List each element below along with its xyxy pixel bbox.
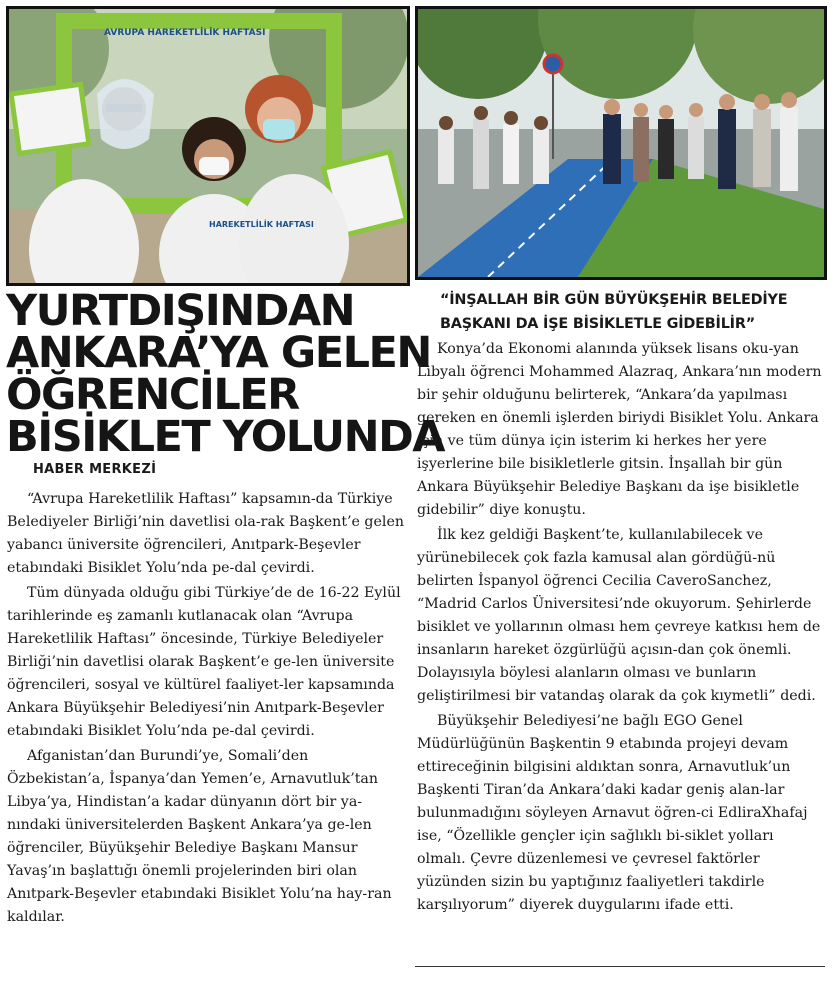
paragraph: Tüm dünyada olduğu gibi Türkiye’de de 16-22 Eylül tarihlerinde eş zamanlı kutlanacak olan “Avrupa Hareketlilik Haftası” öncesinde, Türkiye Belediyeler Birliği’nin davetlisi olarak Başkent’e ge-len üniversite öğrencileri, sosyal ve kültürel faaliyet-ler kapsamında Ankara Büyükşehir Belediyesi’nin Anıtpark-Beşevler etabındaki Bisiklet Yolu’nda pe-dal çevirdi. [7, 585, 401, 739]
photo-students-illustration [9, 9, 407, 283]
main-headline [6, 286, 445, 462]
paragraph: İlk kez geldiği Başkent’te, kullanılabilecek ve yürünebilecek çok fazla kamusal alan gördüğü-nü belirten İspanyol öğrenci Cecilia CaveroSanchez, “Madrid Carlos Üniversitesi’nde okuyorum. Şehirlerde bisiklet ve yollarının olması hem çevreye katkısı hem de insanların hareket özgürlüğü açısın-dan çok önemli. Dolayısıyla böylesi alanların olması ve bunların geliştirilmesi bir vatandaş olarak da çok kıymetli” dedi. [417, 527, 821, 704]
paragraph: Büyükşehir Belediyesi’ne bağlı EGO Genel Müdürlüğünün Başkentin 9 etabında projeyi devam ettireceğinin bilgisini aldıktan sonra, Arnavutluk’un Başkenti Tiran’da Ankara’daki kadar geniş alan-lar bulunmadığını söyleyen Arnavut öğren-ci EdliraXhafaj ise, “Özellikle gençler için sağlıklı bi-siklet yolları olmalı. Çevre düzenlemesi ve çevresel faktörler yüzünden sizin bu yaptığınız faaliyetleri takdirle karşılıyorum” diyerek duygularını ifade etti. [417, 713, 808, 913]
subhead-line: BAŞKANI DA İŞE BİSİKLETLE GİDEBİLİR” [440, 316, 755, 332]
frame-title: AVRUPA HAREKETLİLİK HAFTASI [104, 28, 266, 38]
paragraph: “Avrupa Hareketlilik Haftası” kapsamın-da Türkiye Belediyeler Birliği’nin davetlisi ola-rak Başkent’e gelen yabancı üniversite öğrencileri, Anıtpark-Beşevler etabındaki Bisiklet Yolu’nda pe-dal çevirdi. [7, 491, 404, 576]
column-end-rule [415, 966, 825, 967]
article-left-body [7, 488, 409, 929]
subhead-line: “İNŞALLAH BİR GÜN BÜYÜKŞEHİR BELEDİYE [440, 292, 788, 308]
shirt-text: HAREKETLİLİK HAFTASI [209, 220, 314, 229]
headline-line: BİSİKLET YOLUNDA [6, 412, 445, 462]
photo-bike-lane-group [415, 6, 827, 280]
photo-students-with-frame [6, 6, 410, 286]
paragraph: Afganistan’dan Burundi’ye, Somali’den Özbekistan’a, İspanya’dan Yemen’e, Arnavutluk’tan Libya’ya, Hindistan’a kadar dünyanın dört bir ya-nındaki üniversitelerden Başkent Ankara’ya ge-len öğrenciler, Büyükşehir Belediye Başkanı Mansur Yavaş’ın başlattığı önemli projelerinden biri olan Anıtpark-Beşevler etabındaki Bisiklet Yolu’na hay-ran kaldılar. [7, 748, 392, 925]
headline-line: YURTDIŞINDAN [6, 286, 355, 336]
headline-line: ANKARA’YA GELEN [6, 328, 431, 378]
article-right-body [417, 338, 822, 917]
photo-bike-lane-illustration [418, 9, 824, 277]
quote-subheadline [440, 288, 830, 336]
headline-line: ÖĞRENCİLER [6, 370, 299, 420]
byline: HABER MERKEZİ [33, 462, 157, 477]
paragraph: Konya’da Ekonomi alanında yüksek lisans oku-yan Libyalı öğrenci Mohammed Alazraq, Ankara’nın modern bir şehir olduğunu belirterek, “Ankara’da yapılması gereken en önemli işlerden biriydi Bisiklet Yolu. Ankara için ve tüm dünya için isterim ki herkes her yere işyerlerine bile bisikletlerle gitsin. İnşallah bir gün Ankara Büyükşehir Belediye Başkanı da işe bisikletle gidebilir” diye konuştu. [417, 341, 822, 518]
